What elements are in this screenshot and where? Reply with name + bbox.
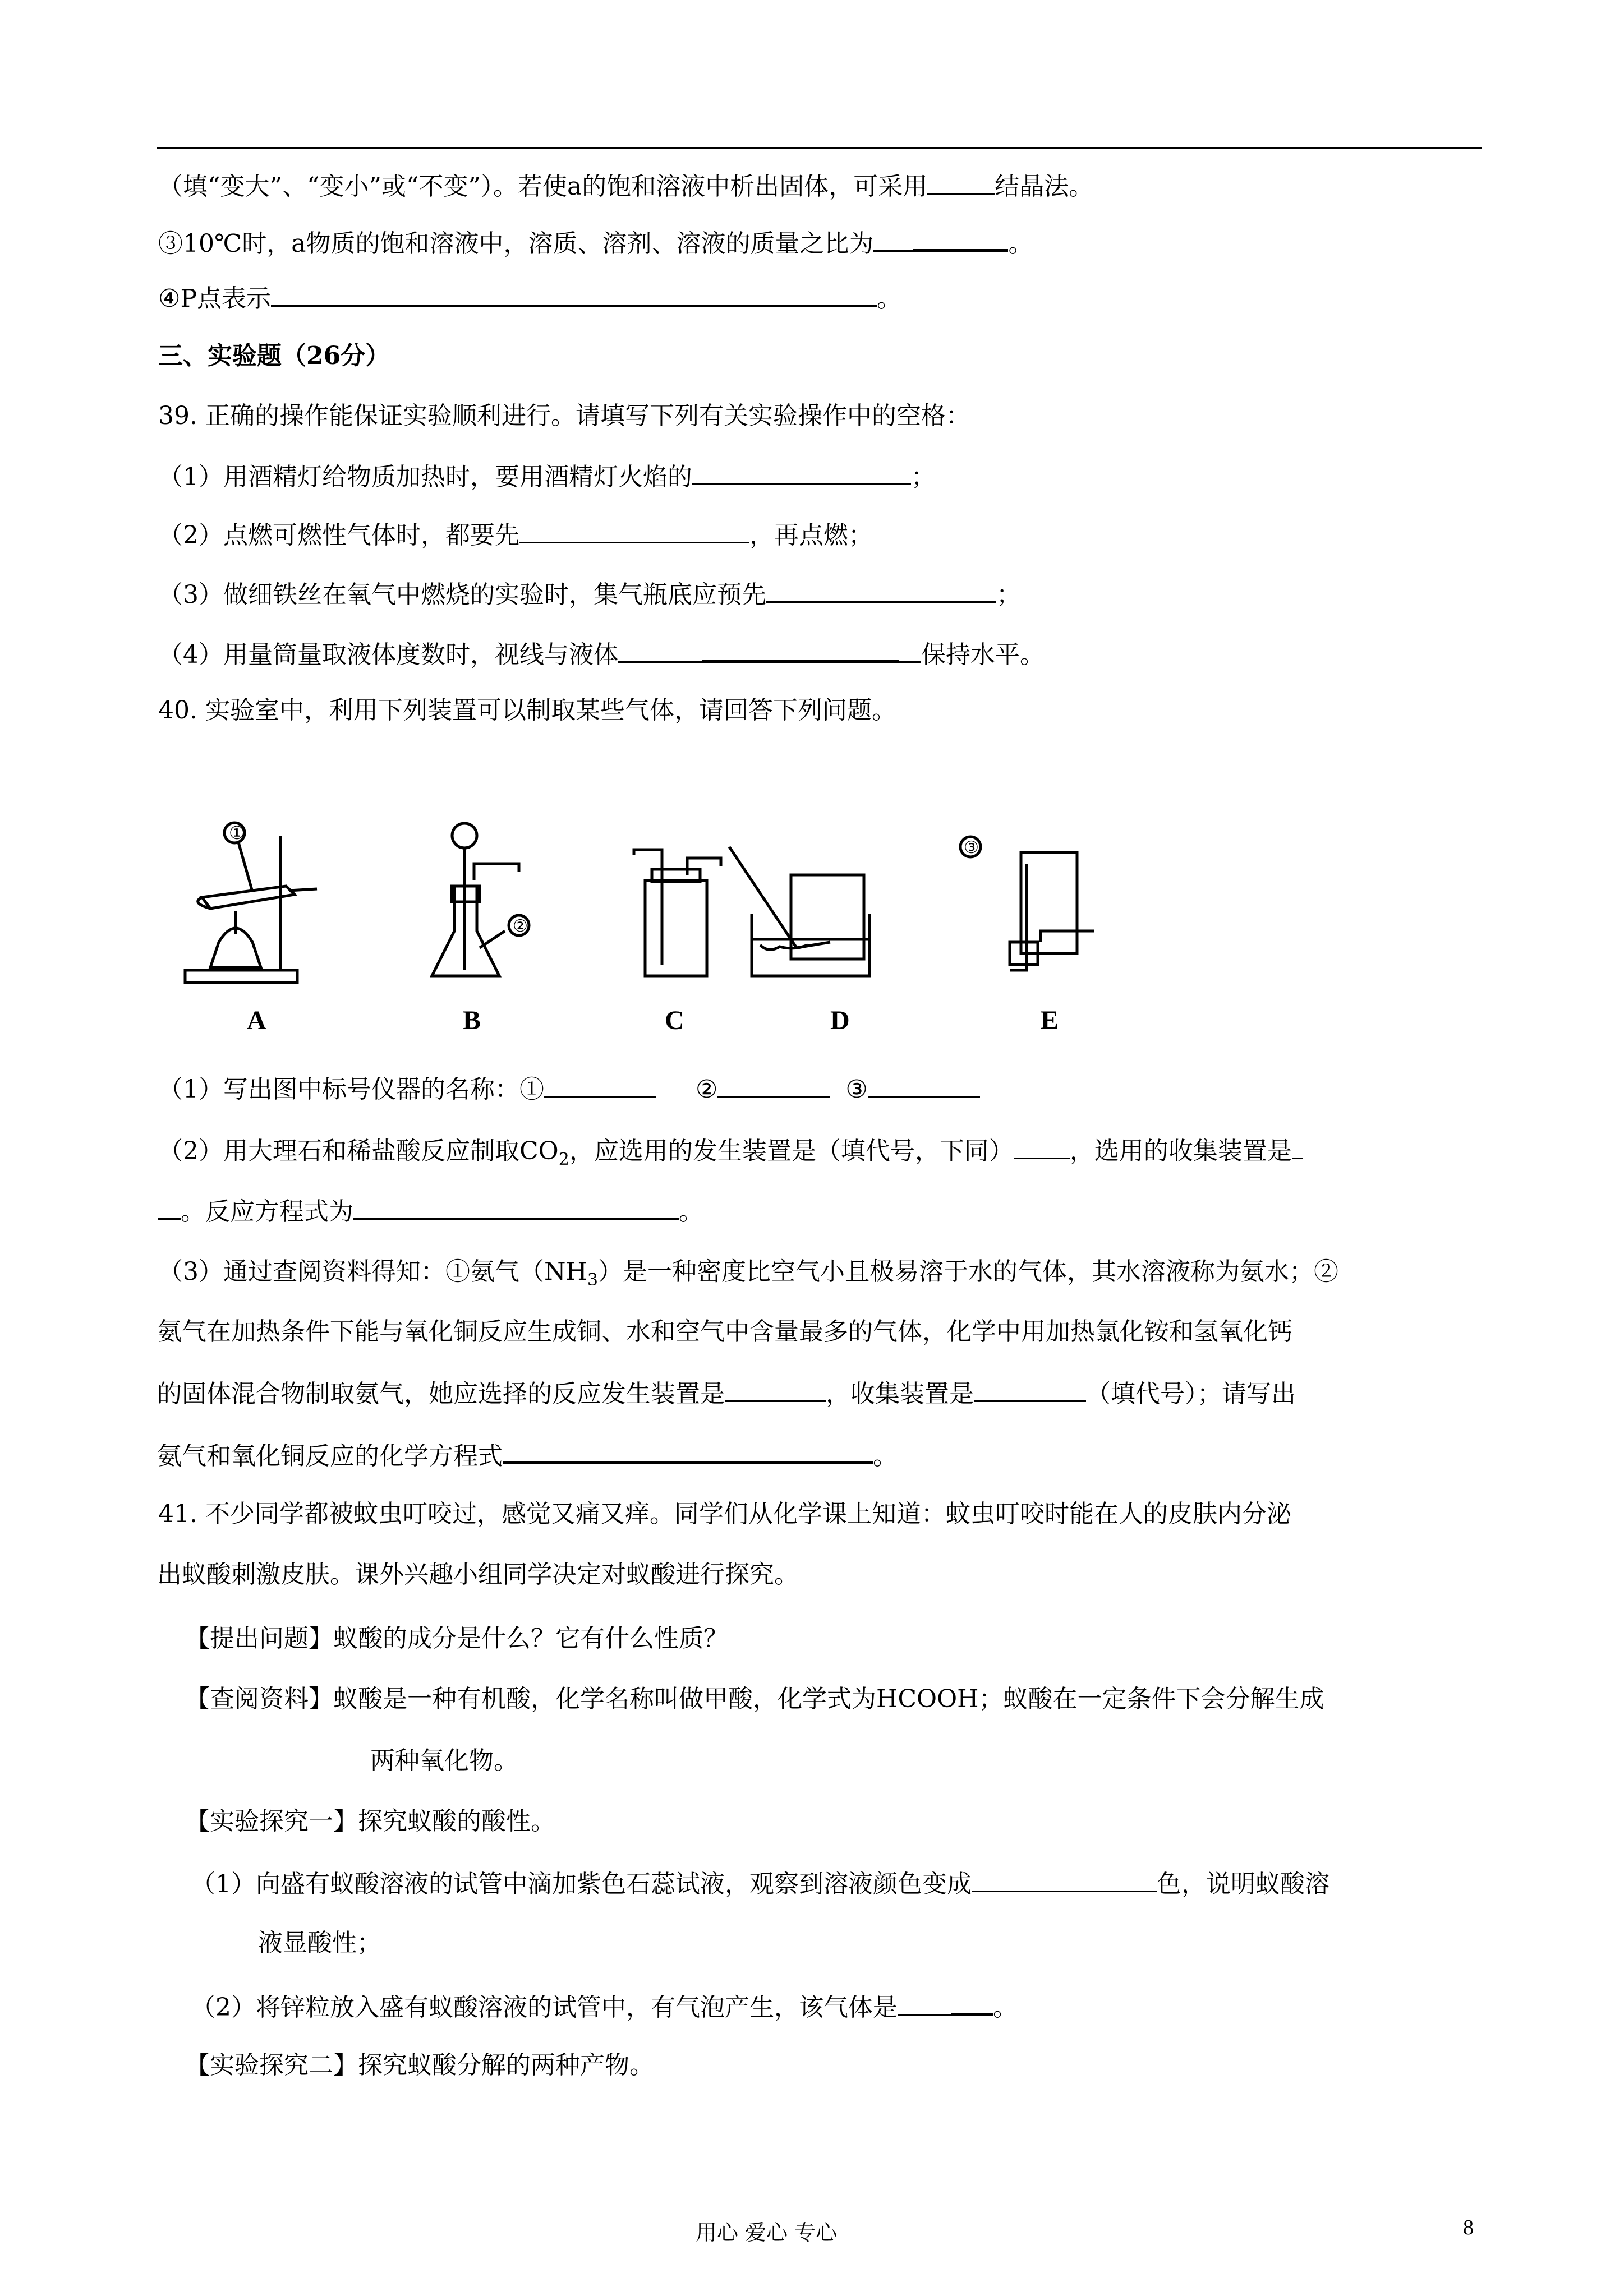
text: ； bbox=[996, 580, 1021, 609]
blank bbox=[618, 637, 702, 663]
question-41-l2: 出蚁酸刺激皮肤。课外兴趣小组同学决定对蚁酸进行探究。 bbox=[157, 1560, 799, 1589]
q39-item-1 bbox=[158, 459, 1505, 494]
text: （2）用大理石和稀盐酸反应制取CO bbox=[158, 1137, 559, 1165]
figure-label-a: A bbox=[247, 1006, 266, 1035]
blank bbox=[927, 168, 995, 195]
blank bbox=[158, 1193, 181, 1220]
text: 。 bbox=[877, 284, 902, 313]
text: （2）将锌粒放入盛有蚁酸溶液的试管中，有气泡产生，该气体是 bbox=[191, 1993, 898, 2022]
blank bbox=[972, 1866, 1157, 1892]
marker-1: ① bbox=[229, 822, 245, 843]
text: 色，说明蚁酸溶 bbox=[1157, 1870, 1329, 1898]
apparatus-figure bbox=[168, 802, 1178, 1043]
q40-item-3 bbox=[158, 1255, 1505, 1289]
text: （填代号）；请写出 bbox=[1086, 1380, 1296, 1408]
blank bbox=[1292, 1133, 1303, 1159]
text: ）是一种密度比空气小且极易溶于水的气体，其水溶液称为氨水；② bbox=[597, 1257, 1338, 1286]
line-q3 bbox=[158, 224, 1505, 261]
q40-item-3-l2: 氨气在加热条件下能与氧化铜反应生成铜、水和空气中含量最多的气体，化学中用加热氯化铵和氢氧化钙 bbox=[157, 1317, 1292, 1346]
q41-reference: 【查阅资料】蚁酸是一种有机酸，化学名称叫做甲酸，化学式为HCOOH；蚁酸在一定条件下会分解生成 bbox=[185, 1685, 1324, 1713]
text: 。反应方程式为 bbox=[181, 1197, 353, 1226]
text: 的固体混合物制取氨气，她应选择的反应发生装置是 bbox=[157, 1380, 725, 1408]
question-40: 40. 实验室中，利用下列装置可以制取某些气体，请回答下列问题。 bbox=[158, 696, 896, 725]
text: （2）点燃可燃性气体时，都要先 bbox=[158, 521, 519, 550]
footer-motto: 用心 爱心 专心 bbox=[696, 2220, 838, 2245]
blank bbox=[766, 577, 996, 603]
figure-label-e: E bbox=[1041, 1006, 1059, 1035]
header-rule bbox=[157, 147, 1482, 149]
blank bbox=[951, 1988, 993, 2016]
text: 结晶法。 bbox=[995, 172, 1094, 201]
text: ② bbox=[695, 1075, 718, 1104]
blank bbox=[271, 280, 877, 307]
apparatus-a bbox=[185, 823, 317, 983]
figure-label-c: C bbox=[665, 1006, 684, 1035]
page-number: 8 bbox=[1463, 2216, 1474, 2239]
blank bbox=[353, 1193, 679, 1220]
blank bbox=[503, 1437, 873, 1464]
figure-label-d: D bbox=[830, 1006, 850, 1035]
apparatus-d bbox=[729, 847, 869, 976]
blank bbox=[913, 224, 1008, 252]
q40-item-1 bbox=[158, 1071, 1505, 1106]
text: 。 bbox=[873, 1442, 898, 1470]
marker-2: ② bbox=[513, 916, 528, 936]
blank bbox=[898, 1989, 951, 2016]
text: （3）通过查阅资料得知：①氨气（NH bbox=[158, 1257, 587, 1286]
text: （1）写出图中标号仪器的名称：① bbox=[158, 1075, 544, 1104]
subscript: 2 bbox=[558, 1149, 569, 1169]
text: （填“变大”、“变小”或“不变”）。若使a的饱和溶液中析出固体，可采用 bbox=[158, 172, 928, 201]
q41-question: 【提出问题】蚁酸的成分是什么？它有什么性质？ bbox=[185, 1624, 728, 1653]
figure-label-b: B bbox=[463, 1006, 481, 1035]
text: 。 bbox=[679, 1197, 703, 1226]
q40-item-3-l4 bbox=[157, 1437, 1503, 1473]
blank bbox=[974, 1376, 1086, 1402]
apparatus-b bbox=[432, 823, 529, 976]
blank bbox=[544, 1071, 656, 1098]
q41-exp1-item-2 bbox=[191, 1988, 1537, 2025]
text: ，收集装置是 bbox=[826, 1380, 974, 1408]
text: （4）用量筒量取液体度数时，视线与液体 bbox=[158, 640, 618, 669]
question-41: 41. 不少同学都被蚊虫叮咬过，感觉又痛又痒。同学们从化学课上知道：蚊虫叮咬时能在人的皮肤内分泌 bbox=[158, 1500, 1291, 1528]
question-39: 39. 正确的操作能保证实验顺利进行。请填写下列有关实验操作中的空格： bbox=[158, 402, 970, 430]
blank bbox=[692, 459, 911, 485]
q41-reference-l2: 两种氧化物。 bbox=[370, 1746, 518, 1775]
text: ③10℃时，a物质的饱和溶液中，溶质、溶剂、溶液的质量之比为 bbox=[158, 229, 874, 258]
q41-exp1-item-1 bbox=[191, 1866, 1537, 1901]
text: ，应选用的发生装置是（填代号，下同） bbox=[569, 1137, 1014, 1165]
text: ④P点表示 bbox=[158, 284, 272, 313]
text: 。 bbox=[1008, 229, 1033, 258]
text: （1）向盛有蚁酸溶液的试管中滴加紫色石蕊试液，观察到溶液颜色变成 bbox=[191, 1870, 972, 1898]
text: ； bbox=[911, 463, 936, 491]
blank bbox=[702, 635, 899, 663]
q41-experiment-1: 【实验探究一】探究蚁酸的酸性。 bbox=[185, 1807, 555, 1836]
q41-experiment-2: 【实验探究二】探究蚁酸分解的两种产物。 bbox=[185, 2051, 654, 2080]
q41-exp1-item-1-l2: 液显酸性； bbox=[258, 1929, 381, 1957]
blank bbox=[899, 637, 921, 663]
blank bbox=[717, 1071, 830, 1098]
text: 保持水平。 bbox=[921, 640, 1045, 669]
blank bbox=[725, 1376, 826, 1402]
q40-item-3-l3 bbox=[157, 1376, 1503, 1411]
text: ，再点燃； bbox=[749, 521, 873, 550]
text: ，选用的收集装置是 bbox=[1069, 1137, 1292, 1165]
section-heading: 三、实验题（26分） bbox=[158, 342, 390, 370]
blank bbox=[868, 1071, 980, 1098]
q39-item-2 bbox=[158, 517, 1505, 552]
q40-item-2 bbox=[158, 1133, 1505, 1168]
blank bbox=[873, 225, 913, 252]
text: 氨气和氧化铜反应的化学方程式 bbox=[157, 1442, 503, 1470]
subscript: 3 bbox=[587, 1270, 598, 1290]
line-q4 bbox=[158, 280, 1505, 316]
q39-item-4 bbox=[158, 635, 1505, 672]
marker-3: ③ bbox=[964, 838, 979, 857]
text: 。 bbox=[993, 1993, 1018, 2022]
q39-item-3 bbox=[158, 577, 1505, 612]
blank bbox=[519, 517, 749, 543]
q40-item-2-cont bbox=[158, 1193, 1505, 1229]
apparatus-e bbox=[960, 837, 1094, 970]
text: ③ bbox=[845, 1075, 868, 1104]
apparatus-c bbox=[634, 850, 721, 976]
line-fill-hint bbox=[158, 168, 1505, 204]
blank bbox=[1014, 1133, 1070, 1159]
text: （3）做细铁丝在氧气中燃烧的实验时，集气瓶底应预先 bbox=[158, 580, 766, 609]
text: （1）用酒精灯给物质加热时，要用酒精灯火焰的 bbox=[158, 463, 692, 491]
